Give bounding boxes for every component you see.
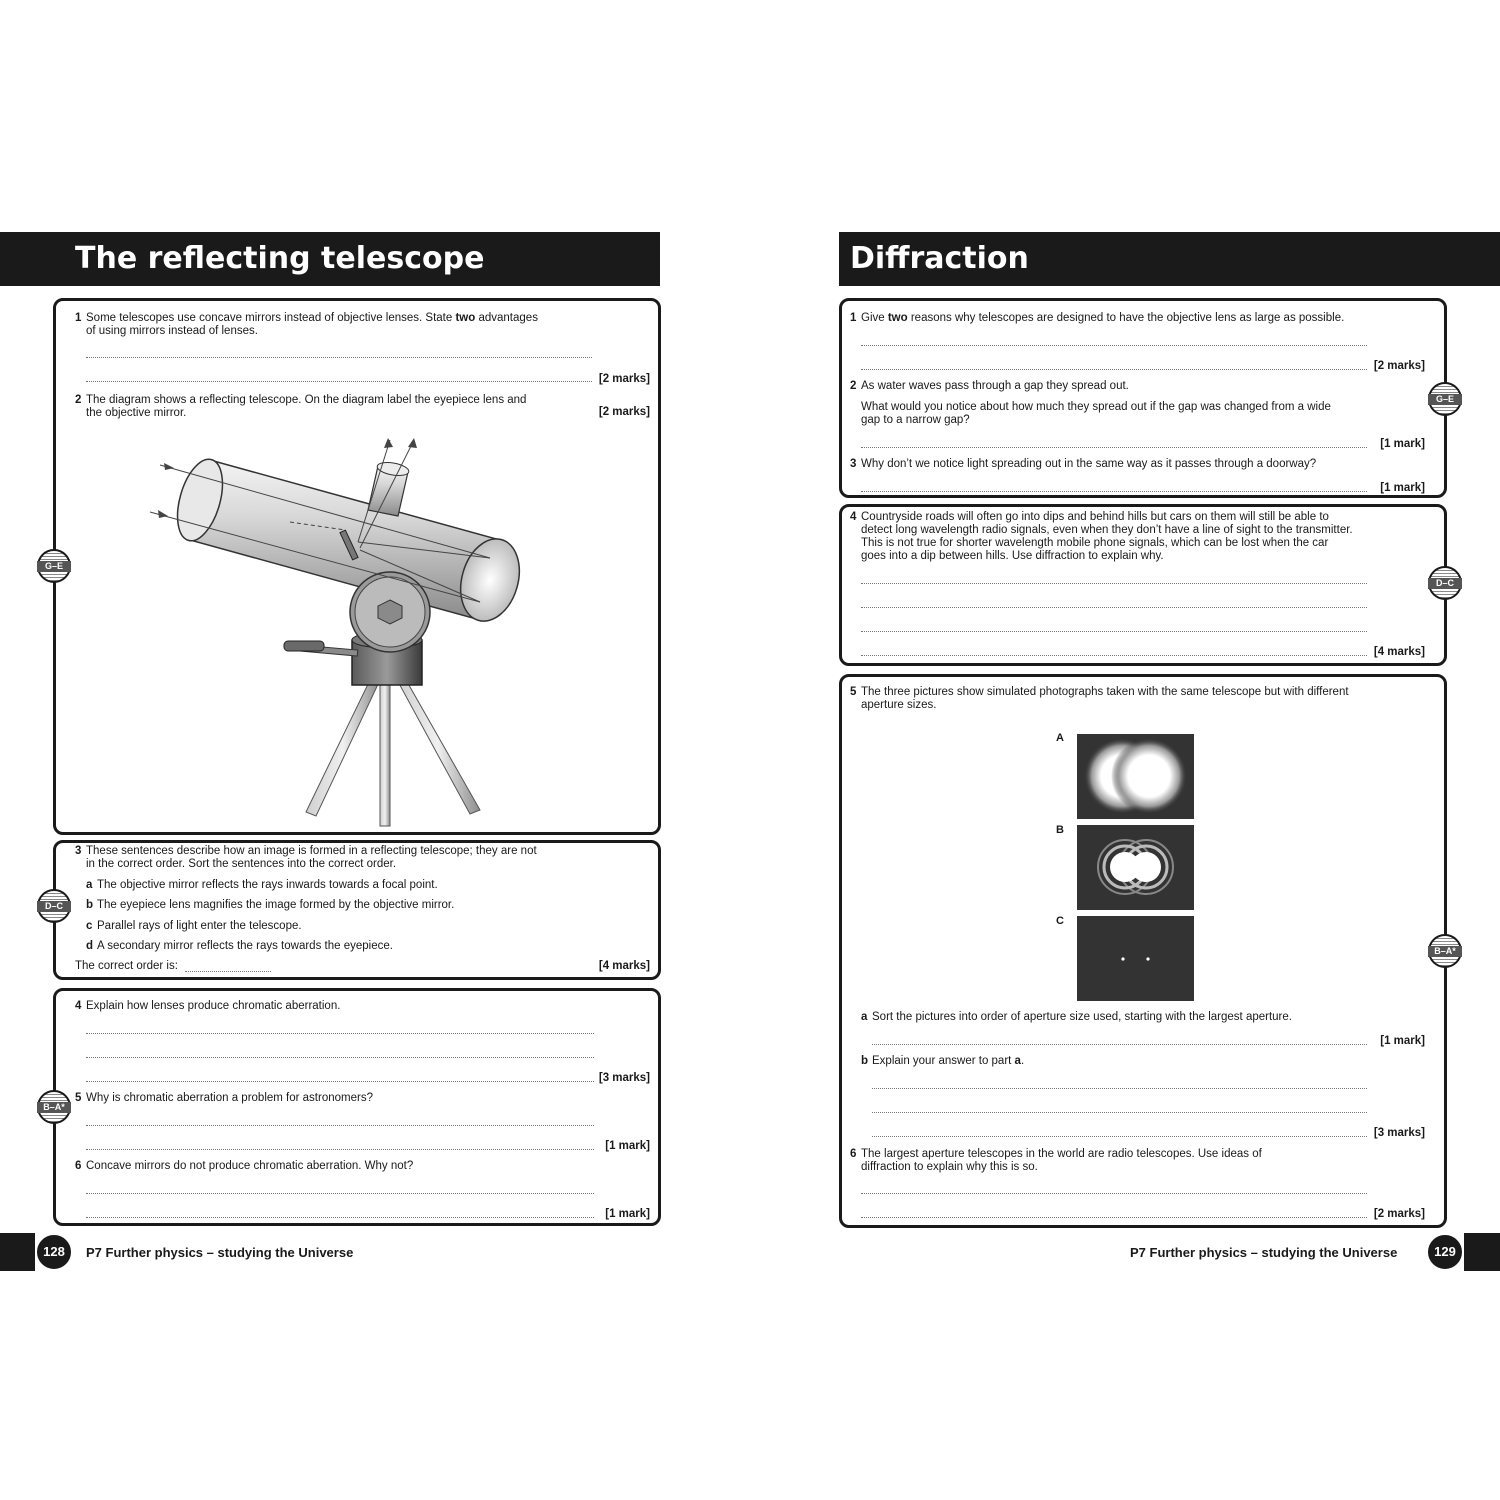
question-number: 2: [850, 380, 857, 392]
question-5b: [861, 1055, 1024, 1068]
question-5: [75, 1092, 373, 1105]
question-box-3: [53, 988, 661, 1226]
question-number: 5: [75, 1092, 82, 1104]
answer-line[interactable]: [872, 1136, 1367, 1137]
item-letter: a: [86, 879, 93, 891]
handle-grip[interactable]: [284, 641, 324, 651]
question-text: detect long wavelength radio signals, even when they don’t have a line of sight to the transmitter.: [861, 524, 1353, 536]
item-text: Parallel rays of light enter the telescope.: [97, 920, 302, 932]
answer-line[interactable]: [86, 1033, 594, 1034]
answer-line[interactable]: [861, 1193, 1367, 1194]
item-text: A secondary mirror reflects the rays towards the eyepiece.: [97, 940, 393, 952]
tripod-leg: [396, 678, 480, 814]
badge-label: G–E: [37, 561, 71, 572]
question-2: [850, 380, 1370, 393]
question-text: The diagram shows a reflecting telescope. On the diagram label the eyepiece lens and: [86, 394, 527, 406]
answer-line[interactable]: [861, 369, 1367, 370]
question-text: diffraction to explain why this is so.: [861, 1161, 1038, 1173]
question-text: What would you notice about how much they spread out if the gap was changed from a wide: [861, 401, 1331, 413]
marks-label: [4 marks]: [1373, 646, 1425, 658]
question-6: [75, 1160, 413, 1173]
answer-line[interactable]: [861, 655, 1367, 656]
badge-label: D–C: [1428, 578, 1462, 589]
grade-badge-b-a: [1428, 934, 1462, 968]
question-text: the objective mirror.: [86, 407, 187, 419]
ray-arrowhead: [384, 438, 393, 448]
answer-line[interactable]: [86, 1057, 594, 1058]
sentence-d: [86, 940, 393, 953]
marks-label: [2 marks]: [1373, 360, 1425, 372]
badge-label: D–C: [37, 901, 71, 912]
question-4: [75, 1000, 340, 1013]
photo-b[interactable]: [1077, 825, 1194, 910]
photo-a[interactable]: [1077, 734, 1194, 819]
answer-line[interactable]: [86, 1081, 594, 1082]
badge-label: B–A*: [37, 1102, 71, 1113]
question-number: 4: [75, 1000, 82, 1012]
marks-label: [3 marks]: [1373, 1127, 1425, 1139]
question-3: [75, 845, 595, 871]
grade-badge-b-a: [37, 1090, 71, 1124]
page-number: 129: [1426, 1233, 1464, 1271]
sentence-a: [86, 879, 438, 892]
answer-line[interactable]: [86, 1125, 594, 1126]
marks-label: [1 mark]: [605, 1140, 650, 1152]
question-text: advantages: [475, 312, 538, 324]
sentence-b: [86, 899, 454, 912]
question-number: 5: [850, 686, 857, 698]
title-text: The reflecting telescope: [75, 241, 485, 276]
item-text: The objective mirror reflects the rays inwards towards a focal point.: [97, 879, 438, 891]
footer-text: P7 Further physics – studying the Universe: [86, 1245, 354, 1260]
title-text: Diffraction: [850, 241, 1029, 276]
bold-word: a: [1014, 1055, 1021, 1067]
ray-arrowhead: [408, 438, 417, 448]
marks-label: [3 marks]: [598, 1072, 650, 1084]
tripod-leg: [306, 680, 380, 816]
answer-prompt: The correct order is:: [75, 960, 178, 972]
marks-label: [4 marks]: [598, 960, 650, 972]
question-text: The three pictures show simulated photographs taken with the same telescope but with different: [861, 686, 1349, 698]
question-5a: [861, 1011, 1292, 1024]
question-text: This is not true for shorter wavelength mobile phone signals, which can be lost when the car: [861, 537, 1329, 549]
question-4: [850, 511, 1410, 563]
question-text: Why is chromatic aberration a problem for astronomers?: [86, 1092, 373, 1104]
badge-label: B–A*: [1428, 946, 1462, 957]
question-text: Some telescopes use concave mirrors instead of objective lenses. State: [86, 312, 456, 324]
question-text: Explain your answer to part: [872, 1055, 1015, 1067]
item-letter: d: [86, 940, 94, 952]
answer-line[interactable]: [86, 1193, 594, 1194]
grade-badge-d-c: [1428, 566, 1462, 600]
answer-line[interactable]: [86, 357, 592, 358]
picture-label-a: A: [1056, 732, 1064, 744]
bold-word: two: [455, 312, 476, 324]
question-text: Give: [861, 312, 888, 324]
answer-line[interactable]: [86, 381, 592, 382]
question-text: The largest aperture telescopes in the world are radio telescopes. Use ideas of: [861, 1148, 1262, 1160]
question-6: [850, 1148, 1370, 1174]
marks-label: [2 marks]: [1373, 1208, 1425, 1220]
tripod-leg: [380, 680, 390, 826]
item-letter: b: [86, 899, 94, 911]
answer-line[interactable]: [86, 1217, 594, 1218]
answer-line[interactable]: [861, 447, 1367, 448]
page-title-left: [0, 232, 660, 286]
question-number: 1: [850, 312, 857, 324]
marks-label: [2 marks]: [598, 373, 650, 385]
photo-c[interactable]: [1077, 916, 1194, 1001]
item-letter: c: [86, 920, 93, 932]
question-2: [75, 394, 595, 420]
answer-line[interactable]: [861, 583, 1367, 584]
question-text: gap to a narrow gap?: [861, 414, 970, 426]
star-disk: [1131, 852, 1161, 882]
item-letter: b: [861, 1055, 869, 1067]
bold-word: two: [887, 312, 908, 324]
footer-bar-left: [0, 1233, 35, 1271]
question-text: Why don’t we notice light spreading out in the same way as it passes through a doorway?: [861, 458, 1317, 470]
answer-line[interactable]: [861, 491, 1367, 492]
page-number: 128: [35, 1233, 73, 1271]
answer-line[interactable]: [861, 345, 1367, 346]
answer-line[interactable]: [872, 1112, 1367, 1113]
grade-badge-g-e: [37, 549, 71, 583]
star-point: [1121, 957, 1124, 960]
marks-label: [1 mark]: [605, 1208, 650, 1220]
question-number: 1: [75, 312, 82, 324]
picture-label-c: C: [1056, 915, 1064, 927]
item-letter: a: [861, 1011, 868, 1023]
question-number: 4: [850, 511, 857, 523]
grade-badge-d-c: [37, 889, 71, 923]
question-text: reasons why telescopes are designed to have the objective lens as large as possible.: [907, 312, 1345, 324]
question-text: These sentences describe how an image is formed in a reflecting telescope; they are not: [86, 845, 537, 857]
picture-label-b: B: [1056, 824, 1064, 836]
reflecting-telescope-diagram[interactable]: [140, 430, 540, 830]
question-text: of using mirrors instead of lenses.: [86, 325, 258, 337]
item-text: The eyepiece lens magnifies the image formed by the objective mirror.: [97, 899, 455, 911]
question-5: [850, 686, 1410, 712]
question-number: 3: [850, 458, 857, 470]
question-text: Explain how lenses produce chromatic aberration.: [86, 1000, 341, 1012]
star-blur: [1111, 738, 1187, 814]
marks-label: [1 mark]: [1380, 482, 1425, 494]
answer-line[interactable]: [872, 1044, 1367, 1045]
question-3: [850, 458, 1316, 471]
footer-text: P7 Further physics – studying the Universe: [1130, 1245, 1398, 1260]
question-number: 2: [75, 394, 82, 406]
question-text: Concave mirrors do not produce chromatic aberration. Why not?: [86, 1160, 414, 1172]
marks-label: [1 mark]: [1380, 438, 1425, 450]
question-text: Countryside roads will often go into dips and behind hills but cars on them will still be able to: [861, 511, 1329, 523]
sentence-c: [86, 920, 302, 933]
star-point: [1146, 957, 1149, 960]
page-title-right: [839, 232, 1500, 286]
answer-line[interactable]: [861, 631, 1367, 632]
question-number: 3: [75, 845, 82, 857]
question-2-part: [861, 401, 1381, 427]
answer-line[interactable]: [861, 607, 1367, 608]
footer-bar-right: [1464, 1233, 1500, 1271]
question-text: in the correct order. Sort the sentences into the correct order.: [86, 858, 397, 870]
question-1: [75, 312, 595, 338]
answer-line[interactable]: [872, 1088, 1367, 1089]
question-text: aperture sizes.: [861, 699, 937, 711]
marks-label: [1 mark]: [1380, 1035, 1425, 1047]
question-text: Sort the pictures into order of aperture size used, starting with the largest aperture.: [872, 1011, 1292, 1023]
question-1: [850, 312, 1344, 325]
question-number: 6: [75, 1160, 82, 1172]
answer-line[interactable]: [86, 1149, 594, 1150]
question-number: 6: [850, 1148, 857, 1160]
answer-line[interactable]: [861, 1217, 1367, 1218]
question-text: .: [1020, 1055, 1025, 1067]
grade-badge-g-e: [1428, 382, 1462, 416]
answer-line[interactable]: [185, 971, 271, 972]
question-text: goes into a dip between hills. Use diffraction to explain why.: [861, 550, 1164, 562]
question-text: As water waves pass through a gap they spread out.: [861, 380, 1129, 392]
badge-label: G–E: [1428, 394, 1462, 405]
marks-label: [2 marks]: [598, 406, 650, 418]
